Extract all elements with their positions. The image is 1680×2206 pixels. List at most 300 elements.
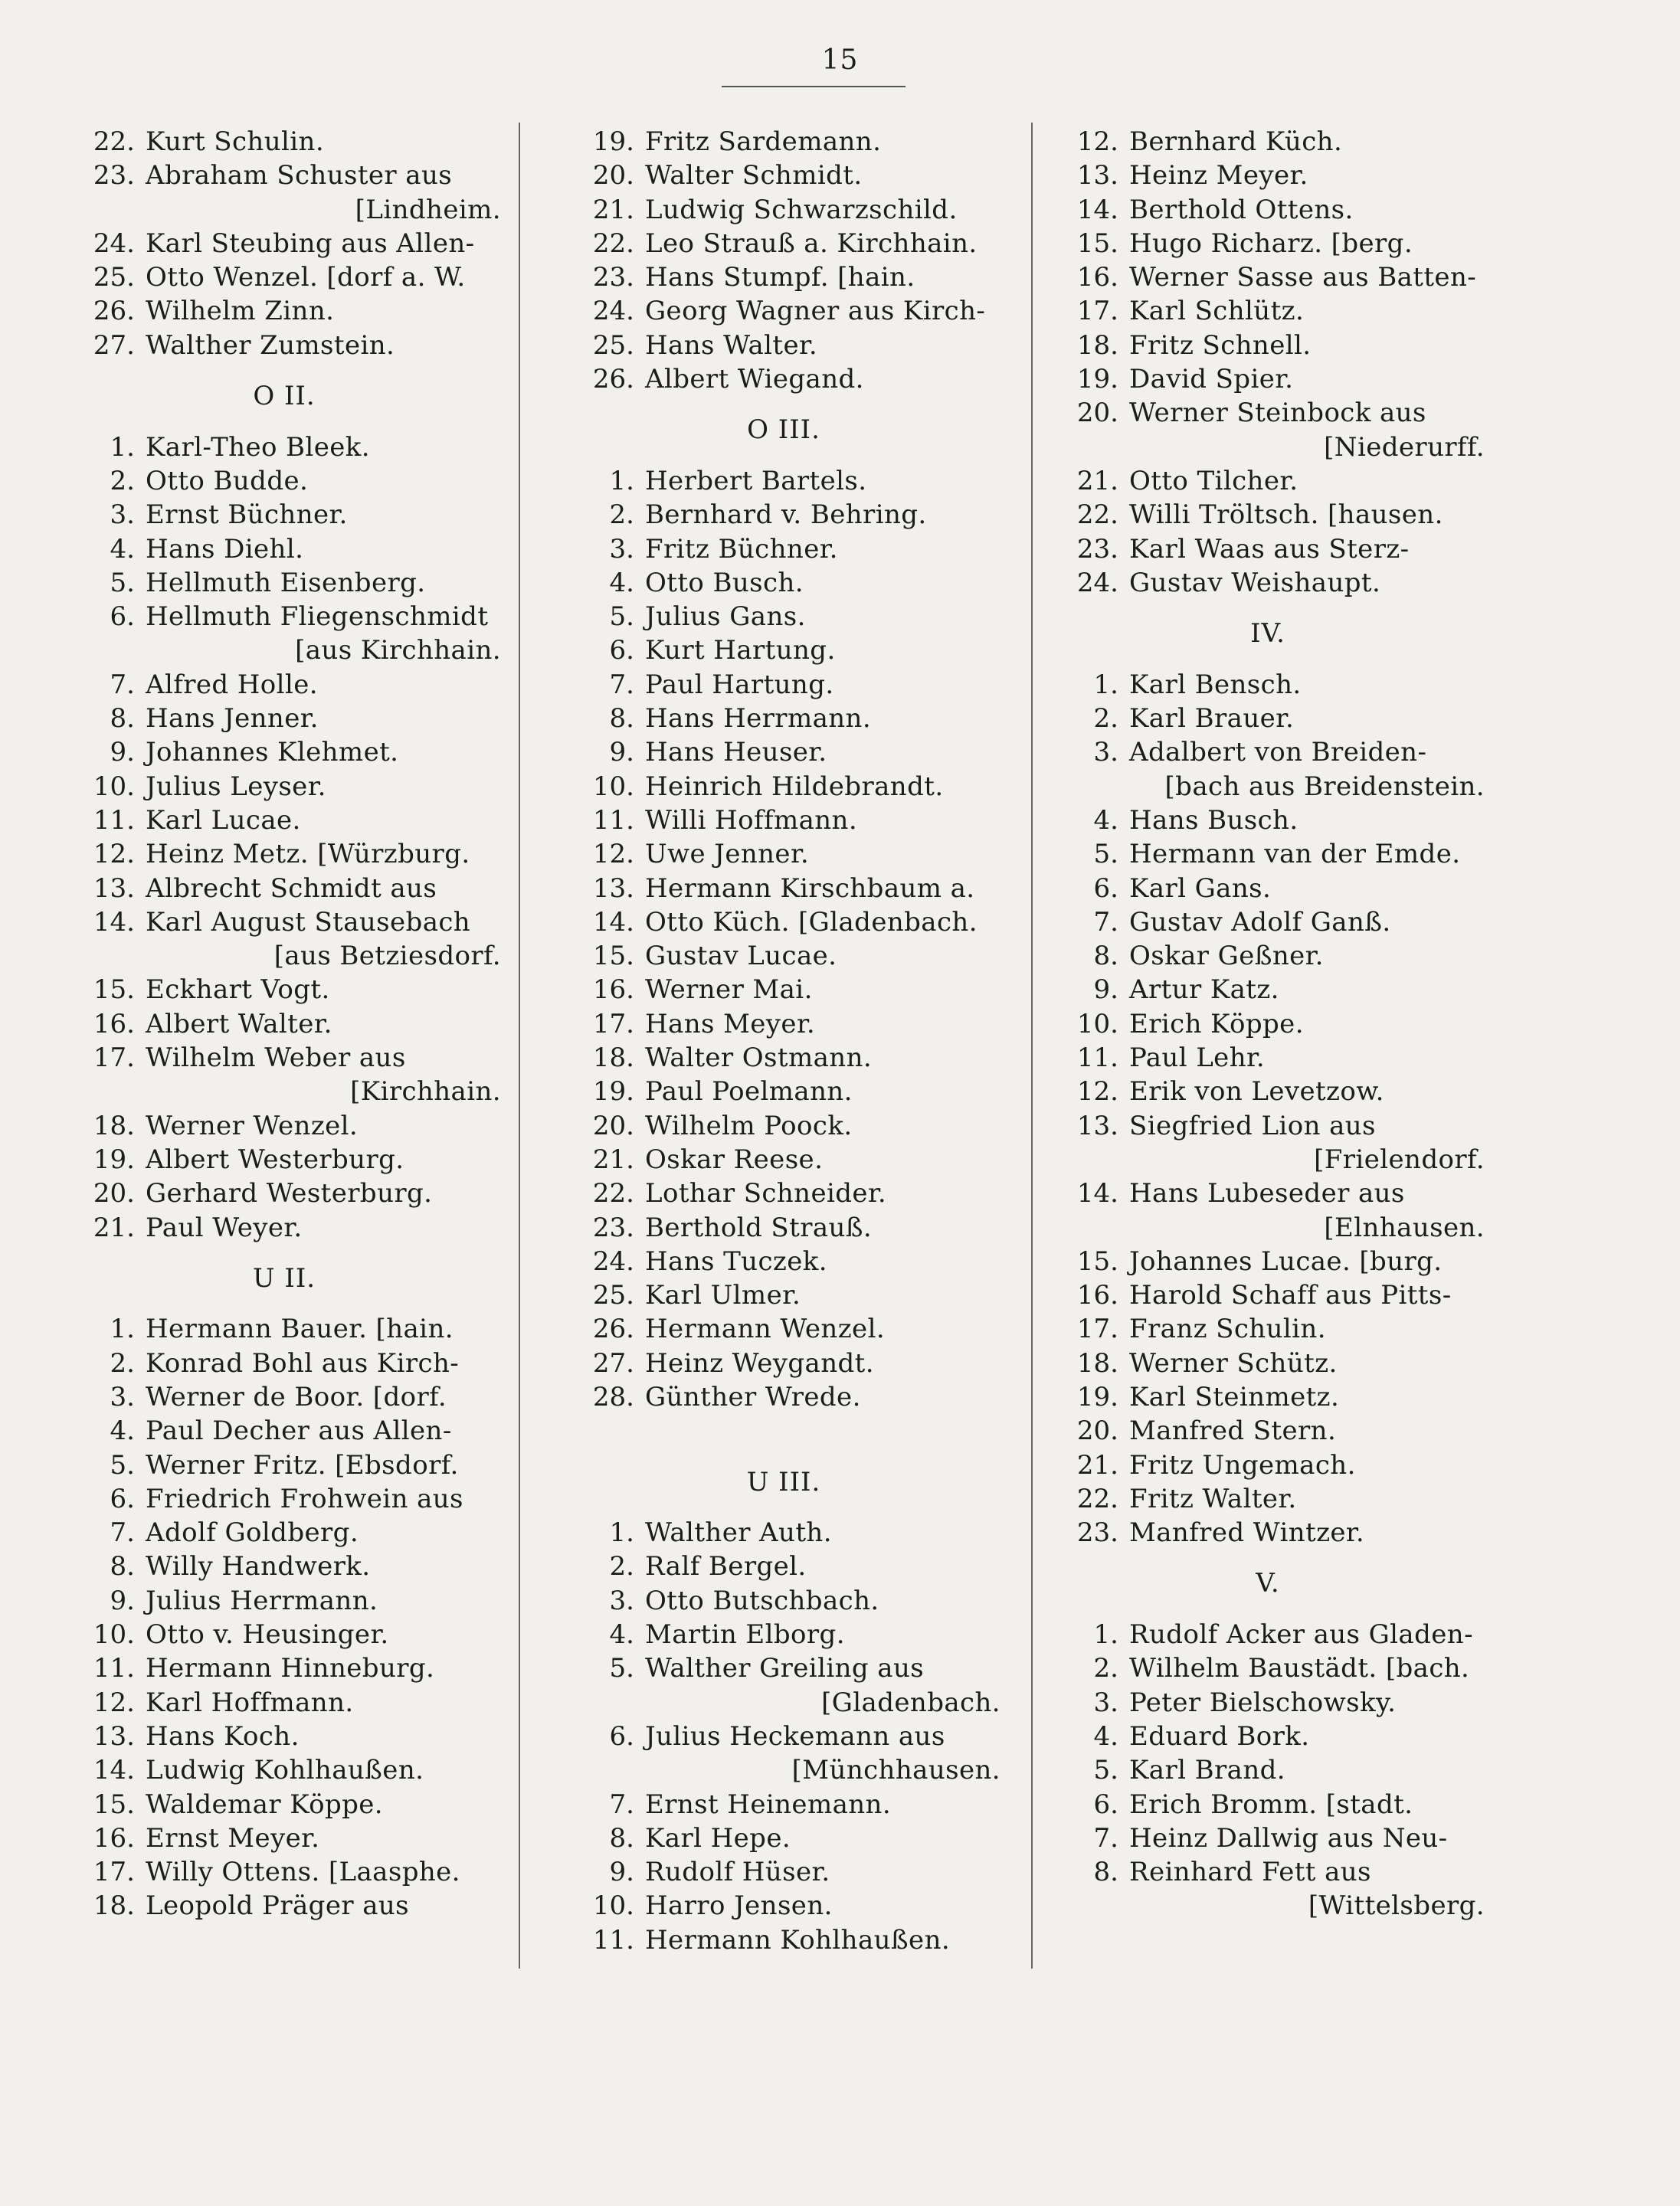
list-item — [1051, 1312, 1485, 1346]
entry-number: 17. — [93, 1042, 135, 1074]
entry-continuation: [bach aus Breidenstein. — [1164, 771, 1485, 802]
entry-continuation: [Niederurff. — [1324, 431, 1485, 463]
entry-name: Fritz Schnell. — [1129, 329, 1312, 361]
entry-number: 8. — [609, 703, 634, 735]
entry-name: Karl Steinmetz. — [1129, 1381, 1340, 1412]
entry-name: Hans Heuser. — [645, 737, 827, 768]
list-item — [67, 905, 501, 939]
list-item — [567, 600, 1000, 633]
list-item — [67, 1584, 501, 1618]
entry-number: 27. — [93, 329, 135, 361]
list-item — [567, 1821, 1000, 1855]
entry-number: 1. — [1093, 1619, 1118, 1651]
entry-number: 4. — [609, 567, 634, 598]
list-item — [1051, 329, 1485, 362]
entry-number: 28. — [592, 1381, 634, 1412]
entry-name: Ludwig Schwarzschild. — [645, 194, 958, 225]
entry-name: Fritz Sardemann. — [645, 126, 882, 157]
list-item — [567, 1075, 1000, 1108]
entry-name: Paul Weyer. — [146, 1212, 303, 1243]
entry-continuation: [Wittelsberg. — [1308, 1890, 1485, 1922]
list-col2-top — [567, 125, 1000, 396]
entry-number: 22. — [592, 227, 634, 259]
column-2 — [567, 125, 1000, 1957]
entry-number: 14. — [1076, 194, 1118, 225]
entry-name: Harold Schaff aus Pitts- — [1129, 1280, 1452, 1311]
column-divider-2 — [1031, 123, 1033, 1969]
entry-name: Rudolf Hüser. — [645, 1857, 830, 1888]
list-item — [1051, 1516, 1485, 1550]
entry-name: Peter Bielschowsky. — [1129, 1687, 1397, 1718]
list-col1-top — [67, 125, 501, 362]
entry-number: 7. — [110, 669, 135, 700]
entry-name: Oskar Reese. — [645, 1144, 824, 1175]
entry-name: Hans Diehl. — [146, 533, 304, 565]
entry-name: Bernhard Küch. — [1129, 126, 1343, 157]
list-item — [1051, 227, 1485, 260]
list-item — [67, 1855, 501, 1889]
entry-number: 18. — [93, 1110, 135, 1141]
entry-name: Paul Poelmann. — [645, 1076, 853, 1108]
entry-name: Hans Meyer. — [645, 1008, 816, 1039]
list-item — [67, 1143, 501, 1177]
entry-name: Karl Ulmer. — [645, 1280, 801, 1311]
list-item — [67, 1788, 501, 1821]
entry-name: Oskar Geßner. — [1129, 941, 1324, 972]
entry-number: 6. — [1093, 872, 1118, 904]
list-item — [67, 770, 501, 804]
entry-number: 20. — [1076, 398, 1118, 429]
list-item — [567, 1618, 1000, 1651]
entry-name: Hugo Richarz. [berg. — [1129, 227, 1413, 259]
list-item — [567, 1651, 1000, 1685]
entry-name: Werner de Boor. [dorf. — [146, 1381, 447, 1412]
entry-number: 16. — [93, 1822, 135, 1854]
entry-name: Heinz Weygandt. — [645, 1347, 874, 1379]
entry-name: Hans Tuczek. — [645, 1245, 827, 1277]
entry-name: Johannes Klehmet. — [146, 737, 399, 768]
list-item — [67, 159, 501, 192]
entry-number: 25. — [592, 329, 634, 361]
entry-name: Julius Gans. — [645, 601, 806, 633]
entry-number: 6. — [110, 1483, 135, 1514]
entry-number: 5. — [110, 1449, 135, 1481]
list-item — [567, 770, 1000, 804]
list-item — [567, 973, 1000, 1006]
list-item — [67, 1041, 501, 1075]
entry-number: 17. — [592, 1008, 634, 1039]
entry-number: 6. — [1093, 1789, 1118, 1820]
entry-number: 13. — [1076, 1110, 1118, 1141]
entry-name: Wilhelm Zinn. — [146, 296, 335, 327]
entry-number: 8. — [110, 1551, 135, 1582]
entry-number: 9. — [609, 1857, 634, 1888]
entry-number: 10. — [93, 771, 135, 802]
entry-name: Berthold Ottens. — [1129, 194, 1354, 225]
entry-continuation: [Lindheim. — [355, 194, 501, 225]
list-item — [567, 362, 1000, 396]
list-item — [567, 1143, 1000, 1177]
list-item — [1051, 872, 1485, 905]
list-item — [1051, 1075, 1485, 1108]
entry-name: Siegfried Lion aus — [1129, 1110, 1376, 1141]
entry-name: Karl Bensch. — [1129, 669, 1302, 700]
entry-name: Karl Gans. — [1129, 872, 1272, 904]
entry-number: 2. — [1093, 703, 1118, 735]
list-item — [67, 227, 501, 260]
list-item — [67, 1618, 501, 1651]
list-item — [67, 532, 501, 566]
entry-number: 8. — [1093, 941, 1118, 972]
list-item — [567, 1109, 1000, 1143]
entry-number: 11. — [592, 804, 634, 836]
entry-name: Eduard Bork. — [1129, 1720, 1310, 1752]
entry-name: Artur Katz. — [1129, 974, 1279, 1006]
entry-name: Waldemar Köppe. — [146, 1789, 384, 1820]
entry-number: 3. — [609, 1585, 634, 1616]
list-item — [567, 498, 1000, 532]
entry-number: 21. — [1076, 1449, 1118, 1481]
entry-name: Kurt Hartung. — [645, 635, 836, 666]
list-item — [567, 1720, 1000, 1753]
list-item — [567, 1889, 1000, 1923]
entry-number: 12. — [1076, 1076, 1118, 1108]
entry-number: 14. — [1076, 1178, 1118, 1209]
entry-name: Rudolf Acker aus Gladen- — [1129, 1619, 1473, 1651]
section-title-iv: IV. — [1250, 618, 1285, 650]
list-item — [67, 1482, 501, 1516]
entry-name: Albert Wiegand. — [645, 364, 864, 395]
entry-name: Karl Hoffmann. — [146, 1687, 354, 1718]
entry-name: Willi Tröltsch. [hausen. — [1129, 499, 1443, 531]
entry-number: 23. — [93, 160, 135, 191]
list-item — [1051, 1821, 1485, 1855]
entry-name: Walter Schmidt. — [645, 160, 863, 191]
entry-name: Karl Brauer. — [1129, 703, 1295, 735]
list-item — [67, 1177, 501, 1210]
entry-name: Johannes Lucae. [burg. — [1129, 1245, 1443, 1277]
list-item — [67, 1312, 501, 1346]
entry-number: 2. — [609, 499, 634, 531]
list-item — [67, 1821, 501, 1855]
entry-name: Wilhelm Poock. — [645, 1110, 853, 1141]
entry-name: Karl Hepe. — [645, 1822, 791, 1854]
list-item — [1051, 1720, 1485, 1753]
list-item — [1051, 1347, 1485, 1380]
entry-number: 21. — [592, 194, 634, 225]
entry-name: Fritz Ungemach. — [1129, 1449, 1356, 1481]
list-item — [567, 1041, 1000, 1075]
list-u-ii — [67, 1312, 501, 1923]
entry-number: 11. — [93, 804, 135, 836]
entry-number: 7. — [609, 1789, 634, 1820]
entry-name: Karl-Theo Bleek. — [146, 431, 370, 463]
entry-number: 18. — [1076, 1347, 1118, 1379]
entry-number: 19. — [592, 126, 634, 157]
entry-name: Hans Jenner. — [146, 703, 319, 735]
entry-number: 3. — [110, 1381, 135, 1412]
entry-number: 5. — [110, 567, 135, 598]
entry-number: 20. — [592, 160, 634, 191]
entry-name: Hans Koch. — [146, 1720, 300, 1752]
entry-number: 20. — [592, 1110, 634, 1141]
list-item — [67, 1686, 501, 1720]
entry-name: Ludwig Kohlhaußen. — [146, 1755, 424, 1786]
list-item — [1051, 668, 1485, 702]
list-item — [67, 600, 501, 633]
entry-number: 18. — [1076, 329, 1118, 361]
list-item — [567, 1007, 1000, 1041]
entry-number: 6. — [609, 635, 634, 666]
entry-name: Uwe Jenner. — [645, 839, 810, 870]
entry-number: 20. — [93, 1178, 135, 1209]
entry-name: Otto Tilcher. — [1129, 465, 1298, 496]
entry-name: Wilhelm Weber aus — [146, 1042, 406, 1074]
entry-number: 5. — [1093, 839, 1118, 870]
entry-number: 6. — [110, 601, 135, 633]
entry-number: 10. — [93, 1619, 135, 1651]
entry-name: Hermann van der Emde. — [1129, 839, 1461, 870]
list-item — [67, 973, 501, 1006]
list-item — [1051, 1041, 1485, 1075]
entry-name: Martin Elborg. — [645, 1619, 845, 1651]
list-item — [567, 1855, 1000, 1889]
entry-number: 4. — [1093, 1720, 1118, 1752]
list-item — [67, 1889, 501, 1923]
section-title-u-ii: U II. — [252, 1262, 316, 1294]
list-item — [567, 837, 1000, 871]
entry-name: Julius Leyser. — [146, 771, 326, 802]
entry-name: Gustav Adolf Ganß. — [1129, 906, 1391, 938]
entry-name: Gerhard Westerburg. — [146, 1178, 433, 1209]
entry-number: 9. — [609, 737, 634, 768]
list-item — [67, 1347, 501, 1380]
entry-name: Hermann Bauer. [hain. — [146, 1314, 454, 1345]
entry-number: 10. — [592, 1890, 634, 1922]
entry-name: Hans Lubeseder aus — [1129, 1178, 1405, 1209]
entry-number: 17. — [93, 1857, 135, 1888]
entry-name: Erich Bromm. [stadt. — [1129, 1789, 1413, 1820]
list-iv — [1051, 668, 1485, 1550]
entry-name: Albrecht Schmidt aus — [146, 872, 437, 904]
list-item — [67, 1720, 501, 1753]
list-item — [567, 125, 1000, 159]
entry-continuation: [aus Kirchhain. — [295, 635, 501, 666]
entry-name: Willy Ottens. [Laasphe. — [146, 1857, 460, 1888]
entry-number: 12. — [1076, 126, 1118, 157]
list-item — [1051, 973, 1485, 1006]
list-item — [567, 1923, 1000, 1957]
entry-name: Hellmuth Eisenberg. — [146, 567, 426, 598]
entry-number: 1. — [609, 1517, 634, 1549]
entry-number: 19. — [93, 1144, 135, 1175]
list-item — [1051, 362, 1485, 396]
list-item — [1051, 1448, 1485, 1482]
entry-number: 23. — [1076, 1517, 1118, 1549]
list-item — [67, 1211, 501, 1245]
entry-number: 22. — [93, 126, 135, 157]
entry-continuation: [Kirchhain. — [350, 1076, 501, 1108]
list-item — [1051, 1686, 1485, 1720]
entry-name: Karl Schlütz. — [1129, 296, 1305, 327]
entry-name: Manfred Stern. — [1129, 1416, 1337, 1447]
entry-name: Fritz Walter. — [1129, 1483, 1297, 1514]
entry-name: Hans Busch. — [1129, 804, 1298, 836]
list-item — [67, 294, 501, 328]
entry-name: Hans Herrmann. — [645, 703, 872, 735]
entry-number: 1. — [110, 431, 135, 463]
entry-name: Adalbert von Breiden- — [1129, 737, 1427, 768]
list-item — [567, 633, 1000, 667]
entry-name: Bernhard v. Behring. — [645, 499, 927, 531]
list-item — [567, 1788, 1000, 1821]
entry-continuation: [aus Betziesdorf. — [273, 941, 501, 972]
entry-name: Otto Budde. — [146, 465, 309, 496]
entry-number: 17. — [1076, 296, 1118, 327]
list-o-iii — [567, 464, 1000, 1414]
section-title-u-iii: U III. — [746, 1466, 821, 1497]
entry-name: Franz Schulin. — [1129, 1314, 1326, 1345]
entry-name: Gustav Weishaupt. — [1129, 567, 1381, 598]
list-item — [1051, 1380, 1485, 1414]
list-item — [1051, 837, 1485, 871]
list-item — [1051, 1618, 1485, 1651]
list-item — [67, 837, 501, 871]
entry-number: 19. — [1076, 364, 1118, 395]
list-item — [567, 464, 1000, 498]
entry-number: 2. — [110, 465, 135, 496]
list-item — [567, 227, 1000, 260]
list-u-iii — [567, 1516, 1000, 1957]
entry-number: 19. — [1076, 1381, 1118, 1412]
column-3 — [1051, 125, 1485, 1923]
entry-name: Friedrich Frohwein aus — [146, 1483, 463, 1514]
entry-number: 20. — [1076, 1416, 1118, 1447]
entry-name: Eckhart Vogt. — [146, 974, 330, 1006]
list-item — [1051, 159, 1485, 192]
entry-number: 10. — [1076, 1008, 1118, 1039]
page-number: 15 — [821, 44, 859, 76]
entry-number: 19. — [592, 1076, 634, 1108]
entry-name: Otto Busch. — [645, 567, 804, 598]
column-divider-1 — [519, 123, 520, 1969]
entry-name: Ralf Bergel. — [645, 1551, 807, 1582]
entry-name: Leopold Präger aus — [146, 1890, 410, 1922]
entry-name: Adolf Goldberg. — [146, 1517, 359, 1549]
entry-name: Werner Fritz. [Ebsdorf. — [146, 1449, 459, 1481]
entry-number: 1. — [1093, 669, 1118, 700]
list-item — [567, 260, 1000, 294]
entry-name: Hermann Kohlhaußen. — [645, 1924, 951, 1956]
entry-name: Otto Butschbach. — [645, 1585, 879, 1616]
entry-name: Julius Heckemann aus — [645, 1720, 945, 1752]
entry-number: 13. — [1076, 160, 1118, 191]
list-item — [1051, 498, 1485, 532]
entry-number: 14. — [592, 906, 634, 938]
entry-name: Karl Steubing aus Allen- — [146, 227, 475, 259]
entry-name: Otto Küch. [Gladenbach. — [645, 906, 978, 938]
entry-name: Werner Mai. — [645, 974, 813, 1006]
entry-name: Heinz Metz. [Würzburg. — [146, 839, 470, 870]
entry-number: 23. — [592, 1212, 634, 1243]
entry-number: 8. — [110, 703, 135, 735]
entry-name: Hermann Hinneburg. — [146, 1653, 435, 1684]
entry-name: Otto v. Heusinger. — [146, 1619, 389, 1651]
entry-name: Georg Wagner aus Kirch- — [645, 296, 986, 327]
entry-number: 13. — [93, 1720, 135, 1752]
entry-number: 3. — [1093, 1687, 1118, 1718]
entry-number: 15. — [1076, 227, 1118, 259]
entry-number: 1. — [110, 1314, 135, 1345]
entry-name: Herbert Bartels. — [645, 465, 867, 496]
list-item — [1051, 939, 1485, 973]
entry-number: 2. — [110, 1347, 135, 1379]
entry-number: 5. — [609, 601, 634, 633]
entry-number: 4. — [609, 1619, 634, 1651]
entry-number: 23. — [592, 262, 634, 293]
section-title-o-iii: O III. — [747, 414, 820, 446]
entry-name: Hans Stumpf. [hain. — [645, 262, 915, 293]
entry-name: Harro Jensen. — [645, 1890, 833, 1922]
list-item — [1051, 1278, 1485, 1312]
list-item — [67, 125, 501, 159]
entry-number: 18. — [592, 1042, 634, 1074]
entry-number: 3. — [609, 533, 634, 565]
entry-name: Paul Lehr. — [1129, 1042, 1266, 1074]
entry-number: 1. — [609, 465, 634, 496]
entry-name: Hermann Wenzel. — [645, 1314, 886, 1345]
list-item — [1051, 1109, 1485, 1143]
list-item — [67, 1448, 501, 1482]
entry-name: Walther Zumstein. — [146, 329, 395, 361]
spacer — [567, 1414, 1000, 1448]
entry-name: Ernst Heinemann. — [645, 1789, 892, 1820]
column-1 — [67, 125, 501, 1923]
list-item — [567, 668, 1000, 702]
entry-number: 26. — [592, 1314, 634, 1345]
list-item — [567, 1380, 1000, 1414]
entry-number: 22. — [1076, 1483, 1118, 1514]
entry-name: Manfred Wintzer. — [1129, 1517, 1365, 1549]
entry-number: 12. — [93, 839, 135, 870]
list-item — [67, 1109, 501, 1143]
entry-number: 4. — [110, 1416, 135, 1447]
entry-number: 7. — [1093, 906, 1118, 938]
list-item — [1051, 260, 1485, 294]
entry-number: 11. — [592, 1924, 634, 1956]
entry-number: 15. — [592, 941, 634, 972]
list-item — [1051, 566, 1485, 600]
entry-number: 11. — [93, 1653, 135, 1684]
entry-number: 4. — [1093, 804, 1118, 836]
list-item — [67, 1380, 501, 1414]
list-item — [1051, 905, 1485, 939]
entry-name: Gustav Lucae. — [645, 941, 837, 972]
entry-name: Heinz Meyer. — [1129, 160, 1308, 191]
entry-name: Lothar Schneider. — [645, 1178, 887, 1209]
header-rule — [722, 86, 905, 87]
entry-number: 16. — [1076, 1280, 1118, 1311]
list-item — [567, 1550, 1000, 1583]
list-item — [67, 735, 501, 769]
list-item — [1051, 1788, 1485, 1821]
entry-number: 26. — [93, 296, 135, 327]
entry-name: Reinhard Fett aus — [1129, 1857, 1371, 1888]
list-item — [567, 735, 1000, 769]
entry-name: Kurt Schulin. — [146, 126, 325, 157]
entry-name: Alfred Holle. — [146, 669, 318, 700]
entry-number: 5. — [1093, 1755, 1118, 1786]
